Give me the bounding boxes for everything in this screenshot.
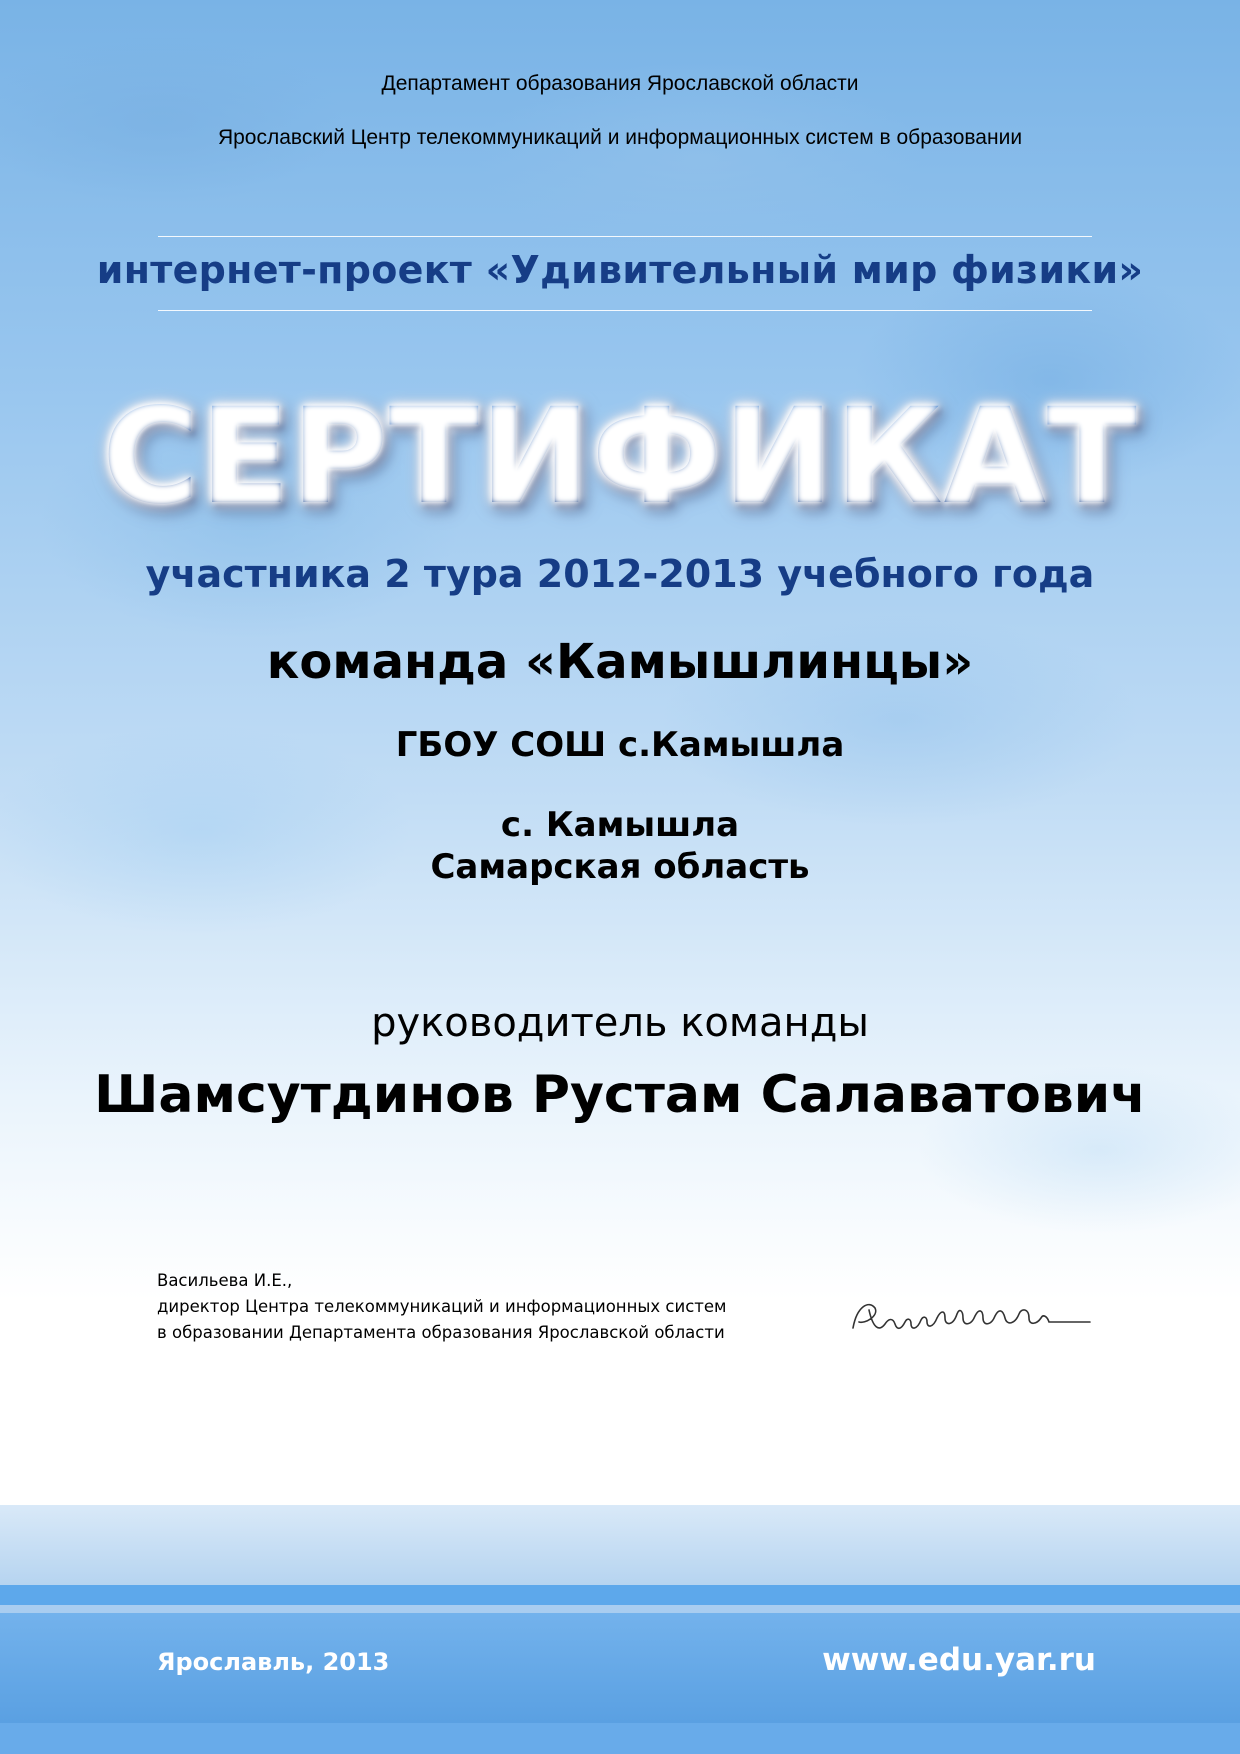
divider-top bbox=[158, 236, 1092, 237]
village-name: с. Камышла bbox=[500, 805, 740, 845]
footer-city-year: Ярославль, 2013 bbox=[157, 1648, 390, 1676]
divider-bottom bbox=[158, 310, 1092, 311]
school-name: ГБОУ СОШ с.Камышла bbox=[395, 725, 845, 765]
footer-texture bbox=[0, 1505, 1240, 1585]
footer-stripe bbox=[0, 1585, 1240, 1605]
leader-role: руководитель команды bbox=[371, 1000, 869, 1046]
signer-block bbox=[157, 1268, 726, 1346]
region-name: Самарская область bbox=[430, 847, 810, 887]
project-title: интернет-проект «Удивительный мир физики» bbox=[96, 248, 1144, 292]
handwritten-signature bbox=[845, 1288, 1095, 1352]
certificate-subtitle: участника 2 тура 2012-2013 учебного года bbox=[145, 552, 1095, 596]
signer-name: Васильева И.Е., bbox=[157, 1271, 293, 1290]
team-name: команда «Камышлинцы» bbox=[266, 634, 974, 690]
signer-position-line1: директор Центра телекоммуникаций и информационных систем bbox=[157, 1297, 727, 1316]
certificate-heading: СЕРТИФИКАТ bbox=[0, 380, 1240, 534]
center-name: Ярославский Центр телекоммуникаций и информационных систем в образовании bbox=[217, 126, 1023, 149]
location bbox=[0, 804, 1240, 888]
footer-bottom-band bbox=[0, 1723, 1240, 1754]
signer-position-line2: в образовании Департамента образования Ярославской области bbox=[157, 1323, 725, 1342]
leader-name: Шамсутдинов Рустам Салаватович bbox=[94, 1065, 1146, 1125]
signature-icon bbox=[845, 1288, 1095, 1348]
footer-website-link[interactable]: www.edu.yar.ru bbox=[822, 1642, 1096, 1678]
department-name: Департамент образования Ярославской области bbox=[381, 72, 859, 95]
footer-thin-stripe bbox=[0, 1605, 1240, 1613]
